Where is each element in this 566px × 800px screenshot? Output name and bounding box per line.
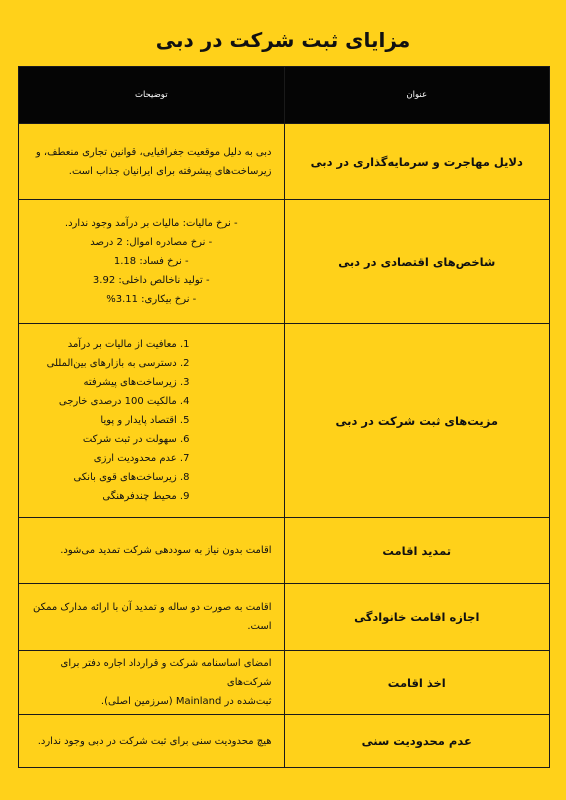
benefits-table xyxy=(18,66,550,768)
table-row xyxy=(19,518,550,584)
page-title: مزایای ثبت شرکت در دبی xyxy=(155,28,411,52)
description-line: اقامت به صورت دو ساله و تمدید آن با ارائه مدارک ممکن xyxy=(32,602,272,613)
description-line: 5. اقتصاد پایدار و پویا xyxy=(100,415,190,426)
description-line: - نرخ مالیات: مالیات بر درآمد وجود ندارد. xyxy=(64,218,238,229)
row-description xyxy=(19,584,285,651)
description-line: امضای اساسنامه شرکت و قرارداد اجاره دفتر برای شرکت‌های xyxy=(60,658,272,688)
description-line: ثبت‌شده در Mainland (سرزمین اصلی). xyxy=(100,696,272,707)
description-line: - نرخ مصادره اموال: 2 درصد xyxy=(90,237,213,248)
description-line: است. xyxy=(247,621,272,632)
table-row xyxy=(19,124,550,200)
row-title: شاخص‌های اقتصادی در دبی xyxy=(284,200,550,324)
description-line: 8. زیرساخت‌های قوی بانکی xyxy=(73,472,190,483)
description-line: - نرخ بیکاری: 3.11% xyxy=(106,294,197,305)
description-line: - نرخ فساد: 1.18 xyxy=(113,256,189,267)
row-description xyxy=(19,200,285,324)
row-description xyxy=(19,518,285,584)
row-description xyxy=(19,715,285,768)
table-row xyxy=(19,324,550,518)
header-title: عنوان xyxy=(284,67,550,124)
description-line: 9. محیط چندفرهنگی xyxy=(102,491,190,502)
row-description xyxy=(19,651,285,715)
table-header xyxy=(19,67,550,124)
row-title: اجازه اقامت خانوادگی xyxy=(284,584,550,651)
table-body xyxy=(19,124,550,768)
description-line: اقامت بدون نیاز به سوددهی شرکت تمدید می‌شود. xyxy=(60,545,272,556)
description-line: 4. مالکیت 100 درصدی خارجی xyxy=(58,396,190,407)
description-line: دبی به دلیل موقعیت جغرافیایی، قوانین تجاری منعطف، و xyxy=(35,146,272,158)
row-title: تمدید اقامت xyxy=(284,518,550,584)
description-line: 7. عدم محدودیت ارزی xyxy=(93,453,190,464)
header-row xyxy=(19,67,550,124)
table-row xyxy=(19,584,550,651)
header-description: توضیحات xyxy=(19,67,285,124)
row-description xyxy=(19,324,285,518)
description-line: 3. زیرساخت‌های پیشرفته xyxy=(83,377,190,388)
row-title: اخذ اقامت xyxy=(284,651,550,715)
description-line: 1. معافیت از مالیات بر درآمد xyxy=(67,339,190,350)
row-title: عدم محدودیت سنی xyxy=(284,715,550,768)
row-description xyxy=(19,124,285,200)
description-line: 6. سهولت در ثبت شرکت xyxy=(82,434,190,445)
table-row xyxy=(19,715,550,768)
table-row xyxy=(19,200,550,324)
row-title: مزیت‌های ثبت شرکت در دبی xyxy=(284,324,550,518)
description-line: زیرساخت‌های پیشرفته برای ایرانیان جذاب است. xyxy=(68,165,272,177)
table-row xyxy=(19,651,550,715)
description-line: 2. دسترسی به بازارهای بین‌المللی xyxy=(46,358,190,369)
row-title: دلایل مهاجرت و سرمایه‌گذاری در دبی xyxy=(284,124,550,200)
description-line: - تولید ناخالص داخلی: 3.92 xyxy=(92,275,210,286)
description-line: هیچ محدودیت سنی برای ثبت شرکت در دبی وجود ندارد. xyxy=(37,735,272,747)
